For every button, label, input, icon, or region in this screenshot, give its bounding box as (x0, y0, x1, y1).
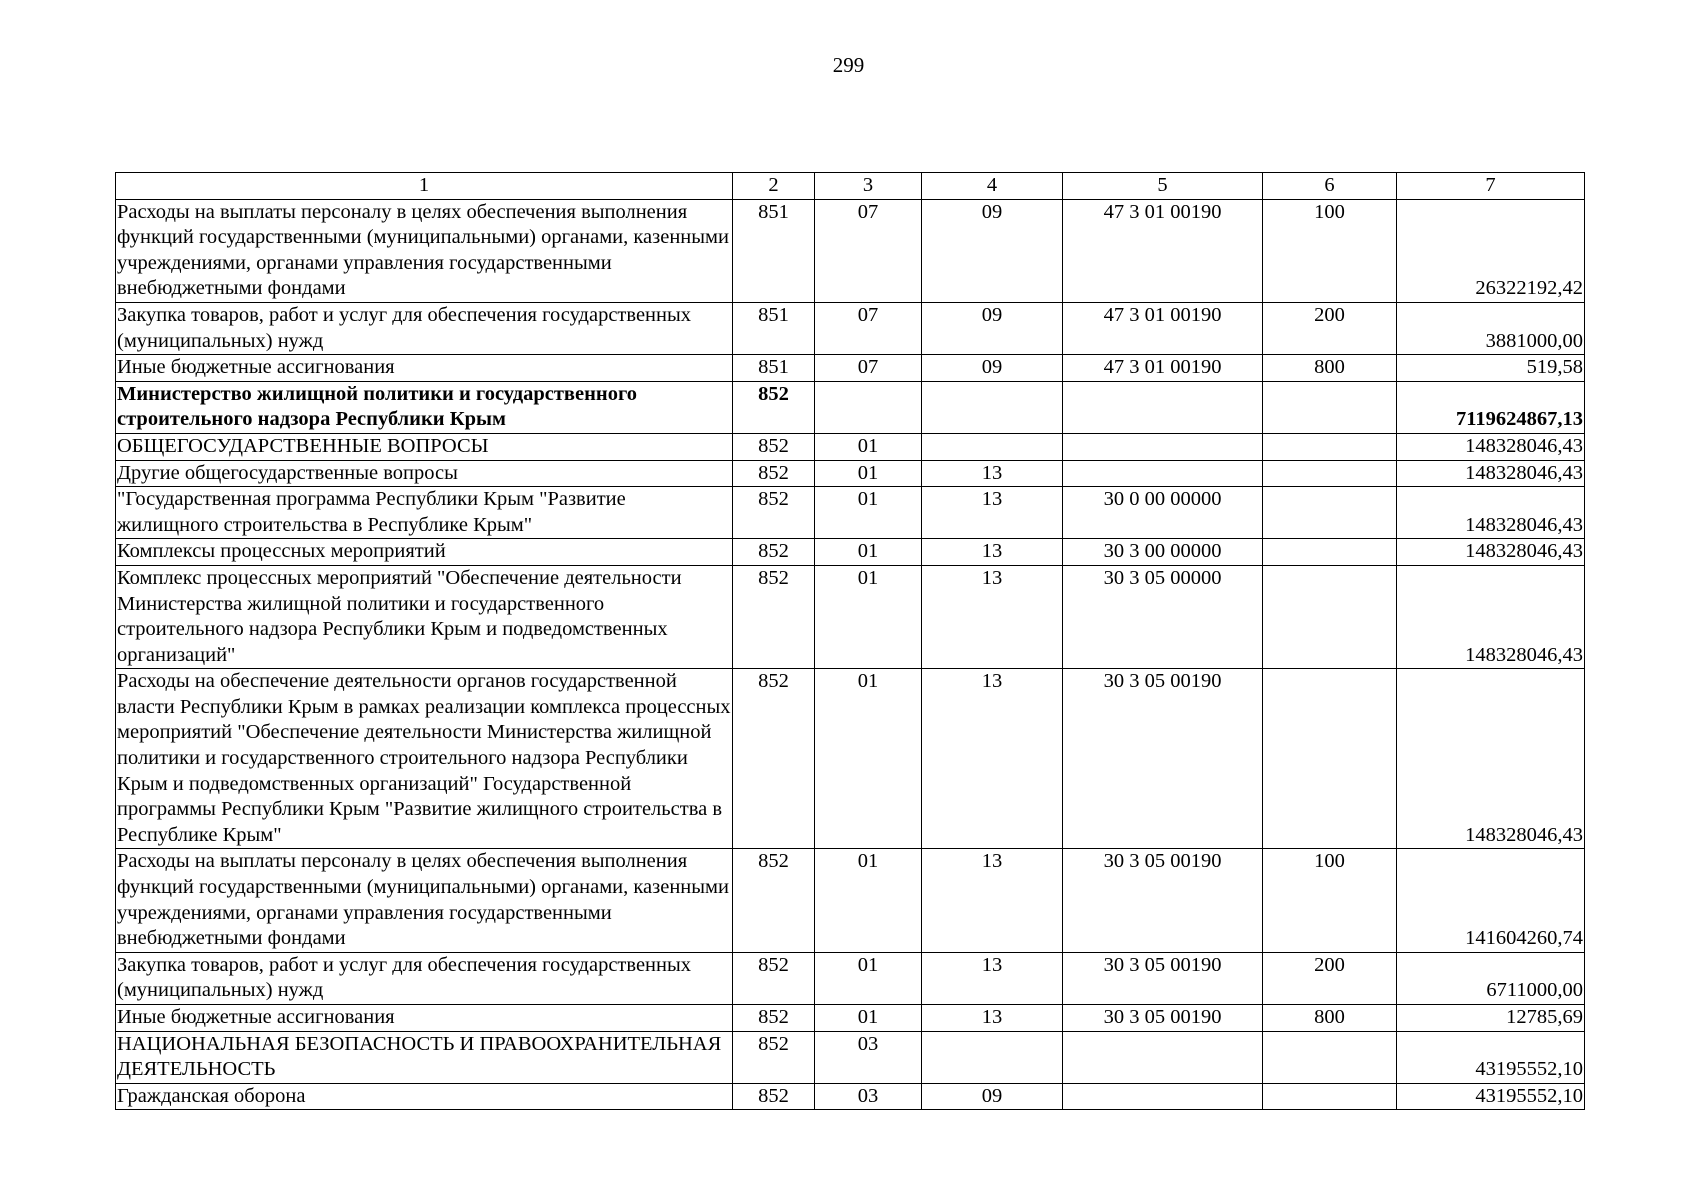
row-amount: 43195552,10 (1397, 1031, 1585, 1083)
row-expense-type: 100 (1263, 849, 1397, 952)
row-section-code: 07 (815, 355, 922, 382)
row-expense-type: 800 (1263, 355, 1397, 382)
row-grbs-code: 852 (733, 381, 815, 433)
row-amount: 148328046,43 (1397, 487, 1585, 539)
row-target-article (1063, 1031, 1263, 1083)
row-name: ОБЩЕГОСУДАРСТВЕННЫЕ ВОПРОСЫ (116, 433, 733, 460)
row-section-code: 01 (815, 460, 922, 487)
row-name: Расходы на выплаты персоналу в целях обеспечения выполнения функций государственными (муниципальными) органами, казенными учреждениями, органами управления государственными внебюджетными фондами (116, 849, 733, 952)
row-subsection-code: 09 (922, 355, 1063, 382)
row-amount: 43195552,10 (1397, 1083, 1585, 1110)
row-grbs-code: 851 (733, 355, 815, 382)
column-header-6: 6 (1263, 173, 1397, 200)
row-amount: 148328046,43 (1397, 669, 1585, 849)
table-row (116, 199, 1585, 302)
table-header-row (116, 173, 1585, 200)
row-section-code: 01 (815, 433, 922, 460)
column-header-4: 4 (922, 173, 1063, 200)
row-target-article (1063, 1083, 1263, 1110)
row-name: Иные бюджетные ассигнования (116, 355, 733, 382)
row-grbs-code: 852 (733, 565, 815, 668)
row-section-code: 01 (815, 1005, 922, 1032)
row-subsection-code (922, 1031, 1063, 1083)
row-target-article: 30 3 05 00190 (1063, 952, 1263, 1004)
row-name: НАЦИОНАЛЬНАЯ БЕЗОПАСНОСТЬ И ПРАВООХРАНИТЕЛЬНАЯ ДЕЯТЕЛЬНОСТЬ (116, 1031, 733, 1083)
row-expense-type (1263, 1031, 1397, 1083)
table-row (116, 565, 1585, 668)
row-name: Расходы на выплаты персоналу в целях обеспечения выполнения функций государственными (муниципальными) органами, казенными учреждениями, органами управления государственными внебюджетными фондами (116, 199, 733, 302)
table-row (116, 433, 1585, 460)
row-grbs-code: 852 (733, 1031, 815, 1083)
row-grbs-code: 852 (733, 433, 815, 460)
row-target-article: 30 3 05 00190 (1063, 849, 1263, 952)
row-expense-type (1263, 1083, 1397, 1110)
row-subsection-code: 09 (922, 199, 1063, 302)
row-grbs-code: 852 (733, 1005, 815, 1032)
row-expense-type (1263, 487, 1397, 539)
row-grbs-code: 851 (733, 199, 815, 302)
column-header-1: 1 (116, 173, 733, 200)
table-row (116, 669, 1585, 849)
row-target-article: 30 3 05 00000 (1063, 565, 1263, 668)
row-subsection-code: 13 (922, 669, 1063, 849)
row-amount: 148328046,43 (1397, 539, 1585, 566)
row-expense-type (1263, 381, 1397, 433)
row-name: Комплекс процессных мероприятий "Обеспечение деятельности Министерства жилищной политики и государственного строительного надзора Республики Крым и подведомственных организаций" (116, 565, 733, 668)
row-section-code: 01 (815, 849, 922, 952)
row-expense-type (1263, 565, 1397, 668)
row-grbs-code: 852 (733, 849, 815, 952)
row-section-code: 01 (815, 539, 922, 566)
row-subsection-code: 13 (922, 565, 1063, 668)
row-section-code: 07 (815, 199, 922, 302)
column-header-5: 5 (1063, 173, 1263, 200)
row-grbs-code: 852 (733, 669, 815, 849)
row-subsection-code: 13 (922, 849, 1063, 952)
row-grbs-code: 852 (733, 539, 815, 566)
row-amount: 7119624867,13 (1397, 381, 1585, 433)
row-expense-type: 800 (1263, 1005, 1397, 1032)
row-name: Комплексы процессных мероприятий (116, 539, 733, 566)
row-subsection-code (922, 433, 1063, 460)
row-expense-type (1263, 669, 1397, 849)
row-name: Другие общегосударственные вопросы (116, 460, 733, 487)
row-target-article: 30 3 00 00000 (1063, 539, 1263, 566)
row-grbs-code: 852 (733, 460, 815, 487)
row-section-code: 07 (815, 302, 922, 354)
row-target-article: 47 3 01 00190 (1063, 355, 1263, 382)
column-header-3: 3 (815, 173, 922, 200)
row-section-code: 01 (815, 669, 922, 849)
row-expense-type: 100 (1263, 199, 1397, 302)
row-amount: 26322192,42 (1397, 199, 1585, 302)
table-row (116, 355, 1585, 382)
table-row (116, 952, 1585, 1004)
row-grbs-code: 851 (733, 302, 815, 354)
table-row (116, 1005, 1585, 1032)
row-section-code: 03 (815, 1031, 922, 1083)
row-subsection-code: 13 (922, 952, 1063, 1004)
row-section-code: 01 (815, 487, 922, 539)
table-row (116, 381, 1585, 433)
row-section-code: 01 (815, 952, 922, 1004)
column-header-2: 2 (733, 173, 815, 200)
row-amount: 141604260,74 (1397, 849, 1585, 952)
budget-table (115, 172, 1585, 1110)
row-grbs-code: 852 (733, 487, 815, 539)
row-amount: 148328046,43 (1397, 565, 1585, 668)
row-target-article (1063, 381, 1263, 433)
row-subsection-code: 09 (922, 302, 1063, 354)
row-subsection-code (922, 381, 1063, 433)
row-expense-type (1263, 539, 1397, 566)
row-amount: 519,58 (1397, 355, 1585, 382)
row-target-article: 30 0 00 00000 (1063, 487, 1263, 539)
row-expense-type (1263, 433, 1397, 460)
row-subsection-code: 13 (922, 460, 1063, 487)
row-name: Закупка товаров, работ и услуг для обеспечения государственных (муниципальных) нужд (116, 952, 733, 1004)
column-header-7: 7 (1397, 173, 1585, 200)
row-expense-type: 200 (1263, 302, 1397, 354)
table-row (116, 1031, 1585, 1083)
row-section-code: 01 (815, 565, 922, 668)
table-row (116, 1083, 1585, 1110)
row-name: Гражданская оборона (116, 1083, 733, 1110)
table-row (116, 539, 1585, 566)
row-section-code (815, 381, 922, 433)
row-section-code: 03 (815, 1083, 922, 1110)
row-expense-type (1263, 460, 1397, 487)
row-target-article: 30 3 05 00190 (1063, 669, 1263, 849)
row-amount: 148328046,43 (1397, 460, 1585, 487)
row-amount: 3881000,00 (1397, 302, 1585, 354)
row-expense-type: 200 (1263, 952, 1397, 1004)
row-subsection-code: 13 (922, 487, 1063, 539)
table-row (116, 487, 1585, 539)
table-row (116, 460, 1585, 487)
row-name: Закупка товаров, работ и услуг для обеспечения государственных (муниципальных) нужд (116, 302, 733, 354)
table-row (116, 302, 1585, 354)
row-subsection-code: 13 (922, 1005, 1063, 1032)
table-body (116, 199, 1585, 1110)
row-name: Министерство жилищной политики и государственного строительного надзора Республики Крым (116, 381, 733, 433)
row-grbs-code: 852 (733, 1083, 815, 1110)
row-amount: 148328046,43 (1397, 433, 1585, 460)
row-name: Расходы на обеспечение деятельности органов государственной власти Республики Крым в рамках реализации комплекса процессных мероприятий "Обеспечение деятельности Министерства жилищной политики и государственного строительного надзора Республики Крым и подведомственных организаций" Государственной программы Республики Крым "Развитие жилищного строительства в Республике Крым" (116, 669, 733, 849)
row-target-article (1063, 433, 1263, 460)
page-number: 299 (832, 53, 865, 77)
table-row (116, 849, 1585, 952)
row-target-article (1063, 460, 1263, 487)
row-target-article: 47 3 01 00190 (1063, 199, 1263, 302)
row-amount: 12785,69 (1397, 1005, 1585, 1032)
row-subsection-code: 09 (922, 1083, 1063, 1110)
row-target-article: 30 3 05 00190 (1063, 1005, 1263, 1032)
row-name: "Государственная программа Республики Крым "Развитие жилищного строительства в Республике Крым" (116, 487, 733, 539)
row-amount: 6711000,00 (1397, 952, 1585, 1004)
row-subsection-code: 13 (922, 539, 1063, 566)
row-grbs-code: 852 (733, 952, 815, 1004)
row-name: Иные бюджетные ассигнования (116, 1005, 733, 1032)
row-target-article: 47 3 01 00190 (1063, 302, 1263, 354)
